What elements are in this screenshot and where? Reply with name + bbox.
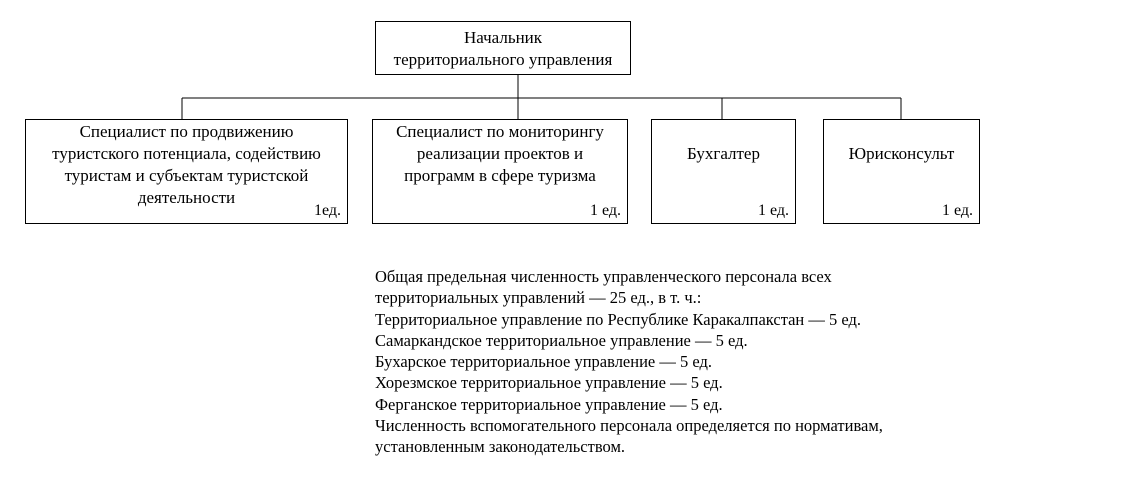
note-line: Ферганское территориальное управление — 5 ед. — [375, 394, 723, 414]
note-line: территориальных управлений — 25 ед., в т. ч.: — [375, 288, 702, 308]
note-line: установленным законодательством. — [375, 437, 626, 457]
note-line: Самаркандское территориальное управление — 5 ед. — [375, 330, 748, 350]
unit-node-tourism-promotion — [25, 119, 348, 224]
unit-node-count: 1 ед. — [757, 202, 789, 219]
unit-node-count: 1 ед. — [589, 202, 621, 219]
note-line: Территориальное управление по Республике Каракалпакстан — 5 ед. — [375, 309, 862, 329]
unit-node-count: 1 ед. — [941, 202, 973, 219]
unit-node-legal-counsel — [823, 119, 980, 224]
unit-node-accountant — [651, 119, 796, 224]
note-line: Общая предельная численность управленческого персонала всех — [375, 267, 832, 286]
staffing-notes — [375, 266, 1075, 458]
unit-node-title: Специалист по продвижению туристского потенциала, содействию туристам и субъектам туристской деятельности — [52, 122, 321, 207]
note-line: Хорезмское территориальное управление — 5 ед. — [375, 373, 723, 393]
unit-node-title: Бухгалтер — [687, 144, 760, 163]
root-node-title: Начальник территориального управления — [393, 28, 613, 69]
unit-node-count: 1ед. — [313, 202, 341, 219]
note-line: Бухарское территориальное управление — 5 ед. — [375, 352, 712, 372]
root-node-chief — [375, 21, 631, 75]
note-line: Численность вспомогательного персонала определяется по нормативам, — [375, 416, 883, 436]
unit-node-monitoring — [372, 119, 628, 224]
unit-node-title: Юрисконсульт — [848, 144, 955, 163]
unit-node-title: Специалист по мониторингу реализации проектов и программ в сфере туризма — [396, 122, 604, 185]
